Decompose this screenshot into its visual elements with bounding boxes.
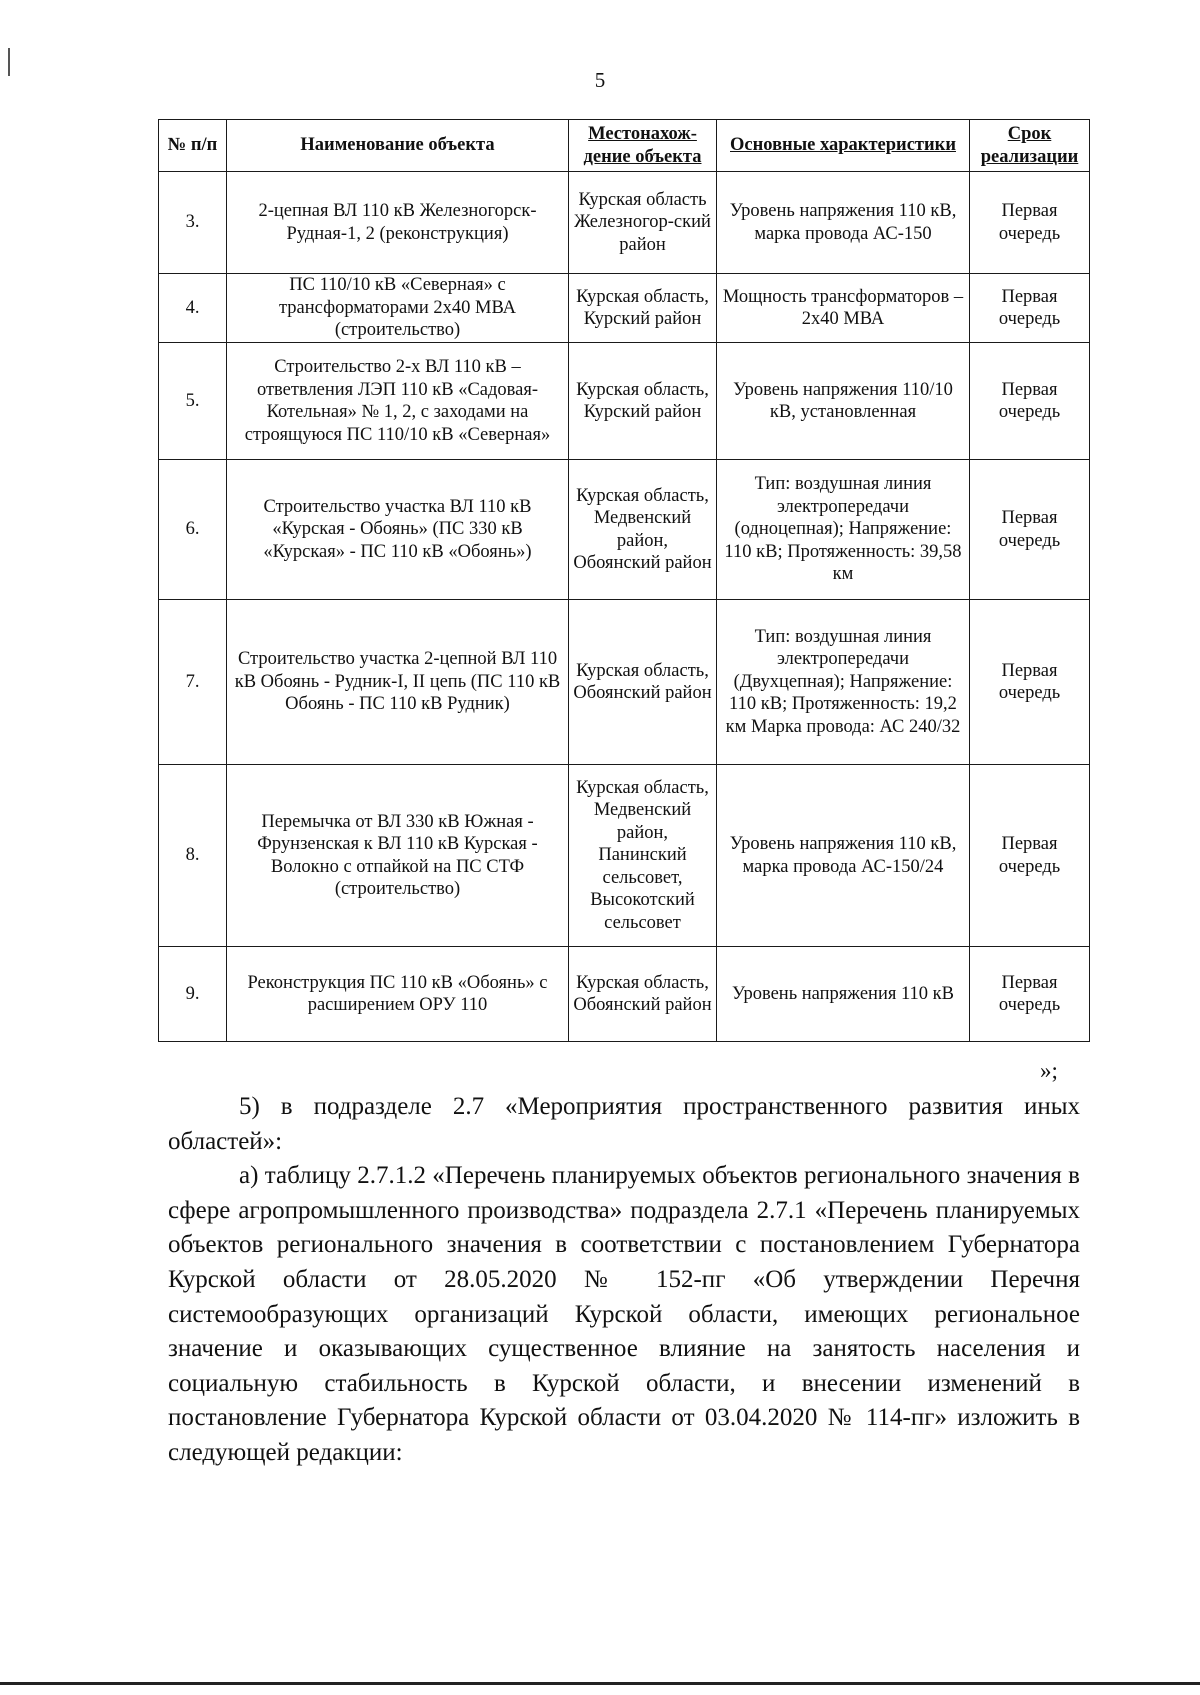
row-num: 9. [159, 947, 227, 1042]
row-term: Первая очередь [970, 600, 1090, 765]
table-row [159, 600, 1090, 765]
closing-quote: »; [1040, 1058, 1058, 1083]
row-term: Первая очередь [970, 765, 1090, 947]
row-characteristics: Уровень напряжения 110 кВ, марка провода АС-150 [717, 172, 970, 274]
header-term: Срок реализации [970, 120, 1090, 172]
objects-table [158, 119, 1090, 1042]
table-row [159, 947, 1090, 1042]
row-location: Курская область Железногор-ский район [569, 172, 717, 274]
row-object-name: Перемычка от ВЛ 330 кВ Южная - Фрунзенская к ВЛ 110 кВ Курская - Волокно с отпайкой на ПС СТФ (строительство) [227, 765, 569, 947]
row-characteristics: Тип: воздушная линия электропередачи (Двухцепная); Напряжение: 110 кВ; Протяженность: 19,2 км Марка провода: АС 240/32 [717, 600, 970, 765]
table-header-row [159, 120, 1090, 172]
row-num: 5. [159, 343, 227, 460]
row-term: Первая очередь [970, 274, 1090, 343]
row-num: 3. [159, 172, 227, 274]
header-name: Наименование объекта [227, 120, 569, 172]
paragraph: 5) в подразделе 2.7 «Мероприятия пространственного развития иных областей»: [168, 1093, 1080, 1155]
row-object-name: Строительство участка 2-цепной ВЛ 110 кВ Обоянь - Рудник-I, II цепь (ПС 110 кВ Обоянь - ПС 110 кВ Рудник) [227, 600, 569, 765]
row-term: Первая очередь [970, 947, 1090, 1042]
table-row [159, 172, 1090, 274]
row-object-name: ПС 110/10 кВ «Северная» с трансформаторами 2х40 МВА (строительство) [227, 274, 569, 343]
table-row [159, 765, 1090, 947]
table-row [159, 460, 1090, 600]
row-object-name: 2-цепная ВЛ 110 кВ Железногорск-Рудная-1, 2 (реконструкция) [227, 172, 569, 274]
row-object-name: Строительство участка ВЛ 110 кВ «Курская - Обоянь» (ПС 330 кВ «Курская» - ПС 110 кВ «Обоянь») [227, 460, 569, 600]
row-characteristics: Тип: воздушная линия электропередачи (одноцепная); Напряжение: 110 кВ; Протяженность: 39,58 км [717, 460, 970, 600]
row-location: Курская область, Медвенский район, Панинский сельсовет, Высокотский сельсовет [569, 765, 717, 947]
row-object-name: Строительство 2-х ВЛ 110 кВ – ответвления ЛЭП 110 кВ «Садовая-Котельная» № 1, 2, с заходами на строящуюся ПС 110/10 кВ «Северная» [227, 343, 569, 460]
header-num: № п/п [159, 120, 227, 172]
row-location: Курская область, Курский район [569, 343, 717, 460]
page-number: 5 [594, 68, 606, 92]
body-text [168, 1090, 1080, 1471]
table-row [159, 343, 1090, 460]
row-location: Курская область, Обоянский район [569, 600, 717, 765]
row-location: Курская область, Курский район [569, 274, 717, 343]
row-num: 8. [159, 765, 227, 947]
header-characteristics: Основные характеристики [717, 120, 970, 172]
row-term: Первая очередь [970, 172, 1090, 274]
row-characteristics: Уровень напряжения 110 кВ [717, 947, 970, 1042]
row-num: 4. [159, 274, 227, 343]
table-row [159, 274, 1090, 343]
row-object-name: Реконструкция ПС 110 кВ «Обоянь» с расширением ОРУ 110 [227, 947, 569, 1042]
row-location: Курская область, Обоянский район [569, 947, 717, 1042]
header-location: Местонахож-дение объекта [569, 120, 717, 172]
row-num: 6. [159, 460, 227, 600]
scan-bottom-edge [0, 1682, 1200, 1685]
row-term: Первая очередь [970, 343, 1090, 460]
row-location: Курская область, Медвенский район, Обоянский район [569, 460, 717, 600]
row-term: Первая очередь [970, 460, 1090, 600]
row-num: 7. [159, 600, 227, 765]
row-characteristics: Мощность трансформаторов – 2х40 МВА [717, 274, 970, 343]
row-characteristics: Уровень напряжения 110/10 кВ, установленная [717, 343, 970, 460]
row-characteristics: Уровень напряжения 110 кВ, марка провода АС-150/24 [717, 765, 970, 947]
paragraph: а) таблицу 2.7.1.2 «Перечень планируемых объектов регионального значения в сфере агропромышленного производства» подраздела 2.7.1 «Перечень планируемых объектов регионального значения в соответствии с постановлением Губернатора Курской области от 28.05.2020 № 152-пг «Об утверждении Перечня системообразующих организаций Курской области, имеющих региональное значение и оказывающих существенное влияние на занятость населения и социальную стабильность в Курской области, и внесении изменений в постановление Губернатора Курской области от 03.04.2020 № 114-пг» изложить в следующей редакции: [168, 1162, 1080, 1466]
